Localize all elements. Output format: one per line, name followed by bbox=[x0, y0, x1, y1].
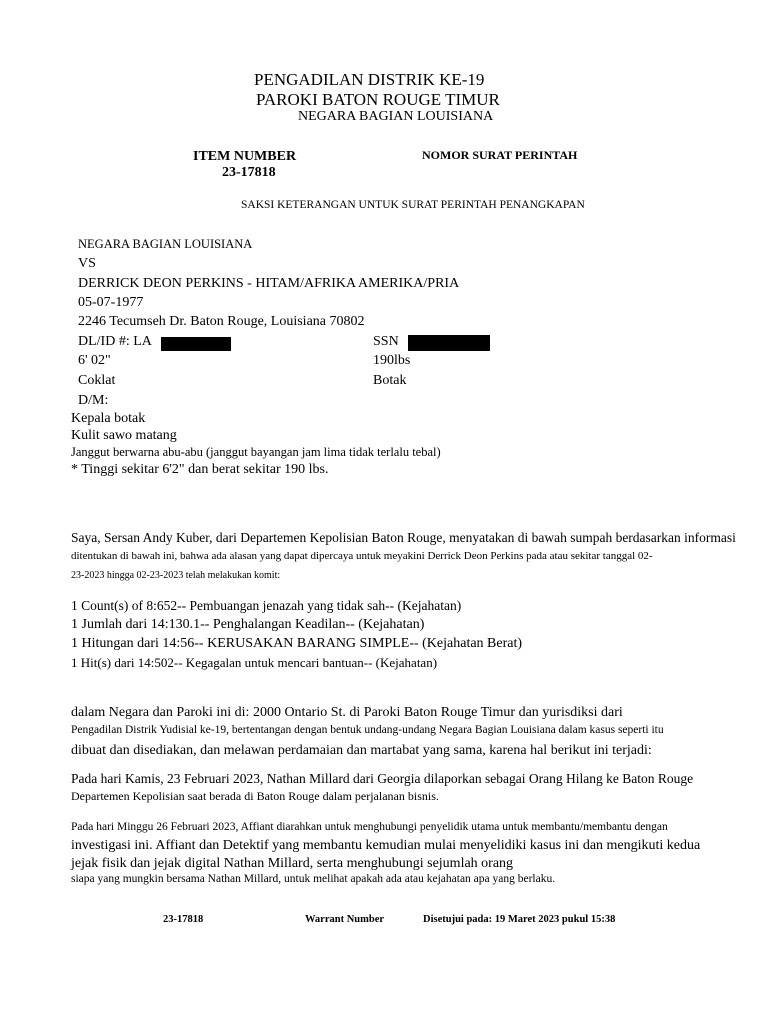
oath-line: Saya, Sersan Andy Kuber, dari Departemen Kepolisian Baton Rouge, menyatakan di bawah sumpah berdasarkan informasi bbox=[71, 530, 736, 545]
document-title: SAKSI KETERANGAN UNTUK SURAT PERINTAH PENANGKAPAN bbox=[241, 199, 585, 211]
narrative-line: Departemen Kepolisian saat berada di Baton Rouge dalam perjalanan bisnis. bbox=[71, 789, 439, 803]
charge-item: 1 Hit(s) dari 14:502-- Kegagalan untuk mencari bantuan-- (Kejahatan) bbox=[71, 655, 438, 670]
versus-text: VS bbox=[78, 256, 96, 271]
dl-id-label: DL/ID #: LA bbox=[78, 334, 152, 349]
subject-dob: 05-07-1977 bbox=[78, 295, 144, 310]
subject-height: 6' 02" bbox=[78, 353, 111, 368]
oath-line: ditentukan di bawah ini, bahwa ada alasan yang dapat dipercaya untuk meyakini Derrick Deon Perkins pada atau sekitar tanggal 02- bbox=[71, 550, 653, 562]
item-number-value: 23-17818 bbox=[222, 165, 276, 180]
description-line: Janggut berwarna abu-abu (janggut bayangan jam lima tidak terlalu tebal) bbox=[71, 445, 441, 459]
oath-line: 23-2023 hingga 02-23-2023 telah melakukan komit: bbox=[71, 570, 281, 581]
redaction-bar-ssn bbox=[408, 335, 490, 351]
charge-item: 1 Count(s) of 8:652-- Pembuangan jenazah yang tidak sah-- (Kejahatan) bbox=[71, 598, 462, 613]
subject-name: DERRICK DEON PERKINS - HITAM/AFRIKA AMERIKA/PRIA bbox=[78, 276, 460, 291]
footer-approval-date: Disetujui pada: 19 Maret 2023 pukul 15:38 bbox=[423, 914, 616, 925]
subject-eyes: Coklat bbox=[78, 373, 116, 388]
narrative-line: investigasi ini. Affiant dan Detektif yang membantu kemudian mulai menyelidiki kasus ini dan mengikuti kedua bbox=[71, 838, 701, 853]
subject-state: NEGARA BAGIAN LOUISIANA bbox=[78, 237, 253, 251]
footer-item-number: 23-17818 bbox=[163, 914, 204, 925]
subject-address: 2246 Tecumseh Dr. Baton Rouge, Louisiana 70802 bbox=[78, 314, 365, 329]
description-line: * Tinggi sekitar 6'2" dan berat sekitar 190 lbs. bbox=[71, 462, 329, 477]
state-name: NEGARA BAGIAN LOUISIANA bbox=[298, 109, 494, 124]
court-name: PENGADILAN DISTRIK KE-19 bbox=[254, 70, 485, 89]
parish-name: PAROKI BATON ROUGE TIMUR bbox=[256, 90, 500, 109]
item-number-label: ITEM NUMBER bbox=[193, 149, 297, 164]
redaction-bar-dl bbox=[161, 337, 231, 351]
dm-label: D/M: bbox=[78, 393, 109, 408]
charge-item: 1 Jumlah dari 14:130.1-- Penghalangan Keadilan-- (Kejahatan) bbox=[71, 617, 425, 632]
footer-warrant-label: Warrant Number bbox=[305, 914, 385, 925]
jurisdiction-line: dibuat dan disediakan, dan melawan perdamaian dan martabat yang sama, karena hal berikut ini terjadi: bbox=[71, 743, 652, 758]
description-line: Kulit sawo matang bbox=[71, 428, 177, 443]
narrative-line: Pada hari Minggu 26 Februari 2023, Affiant diarahkan untuk menghubungi penyelidik utama untuk membantu/membantu dengan bbox=[71, 821, 668, 833]
jurisdiction-line: Pengadilan Distrik Yudisial ke-19, bertentangan dengan bentuk undang-undang Negara Bagian Louisiana dalam kasus seperti itu bbox=[71, 724, 664, 736]
narrative-line: Pada hari Kamis, 23 Februari 2023, Nathan Millard dari Georgia dilaporkan sebagai Orang Hilang ke Baton Rouge bbox=[71, 771, 694, 786]
ssn-label: SSN bbox=[373, 334, 399, 349]
subject-weight: 190lbs bbox=[373, 353, 411, 368]
subject-hair: Botak bbox=[373, 373, 407, 388]
narrative-line: siapa yang mungkin bersama Nathan Millard, untuk melihat apakah ada atau kejahatan apa yang berlaku. bbox=[71, 873, 556, 885]
jurisdiction-line: dalam Negara dan Paroki ini di: 2000 Ontario St. di Paroki Baton Rouge Timur dan yurisdiksi dari bbox=[71, 705, 623, 720]
charge-item: 1 Hitungan dari 14:56-- KERUSAKAN BARANG SIMPLE-- (Kejahatan Berat) bbox=[71, 636, 523, 651]
description-line: Kepala botak bbox=[71, 411, 146, 426]
warrant-number-label: NOMOR SURAT PERINTAH bbox=[422, 148, 578, 162]
narrative-line: jejak fisik dan jejak digital Nathan Millard, serta menghubungi sejumlah orang bbox=[71, 856, 514, 871]
